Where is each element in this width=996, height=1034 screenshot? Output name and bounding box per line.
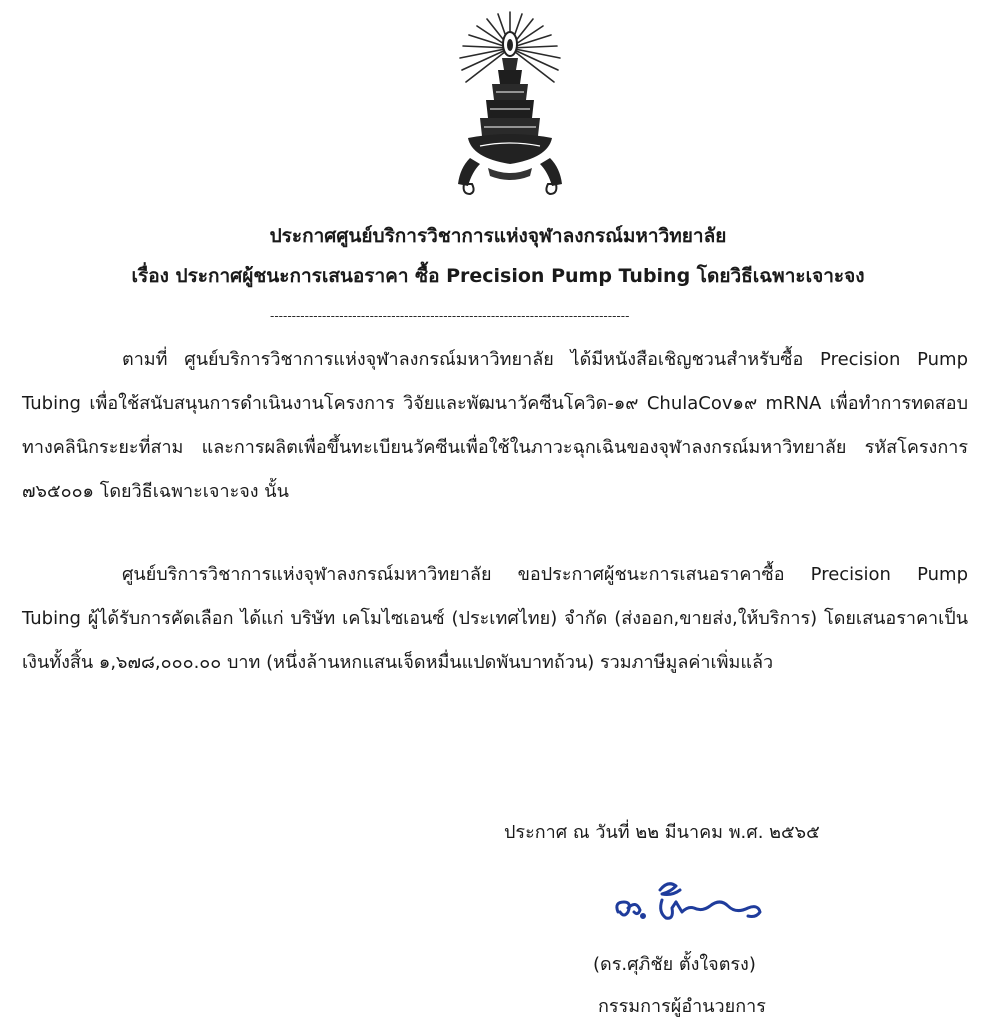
document-subject: เรื่อง ประกาศผู้ชนะการเสนอราคา ซื้อ Precision Pump Tubing โดยวิธีเฉพาะเจาะจง [131, 265, 865, 287]
announcement-date: ประกาศ ณ วันที่ ๒๒ มีนาคม พ.ศ. ๒๕๖๕ [504, 822, 820, 843]
document-title: ประกาศศูนย์บริการวิชาการแห่งจุฬาลงกรณ์มหาวิทยาลัย [269, 225, 727, 247]
body-paragraph-1 [22, 338, 968, 514]
paragraph-2-text: ศูนย์บริการวิชาการแห่งจุฬาลงกรณ์มหาวิทยาลัย ขอประกาศผู้ชนะการเสนอราคาซื้อ Precision Pump Tubing ผู้ได้รับการคัดเลือก ได้แก่ บริษัท เคโมไซเอนซ์ (ประเทศไทย) จำกัด (ส่งออก,ขายส่ง,ให้บริการ) โดยเสนอราคาเป็นเงินทั้งสิ้น ๑,๖๗๘,๐๐๐.๐๐ บาท (หนึ่งล้านหกแสนเจ็ดหมื่นแปดพันบาทถ้วน) รวมภาษีมูลค่าเพิ่มแล้ว [22, 564, 968, 673]
signer-position: กรรมการผู้อำนวยการ [598, 996, 766, 1017]
paragraph-1-text: ตามที่ ศูนย์บริการวิชาการแห่งจุฬาลงกรณ์มหาวิทยาลัย ได้มีหนังสือเชิญชวนสำหรับซื้อ Precision Pump Tubing เพื่อใช้สนับสนุนการดำเนินงานโครงการ วิจัยและพัฒนาวัคซีนโควิด-๑๙ ChulaCov๑๙ mRNA เพื่อทำการทดสอบทางคลินิกระยะที่สาม และการผลิตเพื่อขึ้นทะเบียนวัคซีนเพื่อใช้ในภาวะฉุกเฉินของจุฬาลงกรณ์มหาวิทยาลัย รหัสโครงการ ๗๖๕๐๐๑ โดยวิธีเฉพาะเจาะจง นั้น [22, 349, 968, 502]
handwritten-signature [610, 872, 780, 932]
title-separator: ----------------------------------------------------------------------------------- [270, 309, 630, 323]
university-emblem-logo [440, 8, 580, 198]
signer-name: (ดร.ศุภิชัย ตั้งใจตรง) [593, 954, 756, 975]
body-paragraph-2 [22, 553, 968, 685]
